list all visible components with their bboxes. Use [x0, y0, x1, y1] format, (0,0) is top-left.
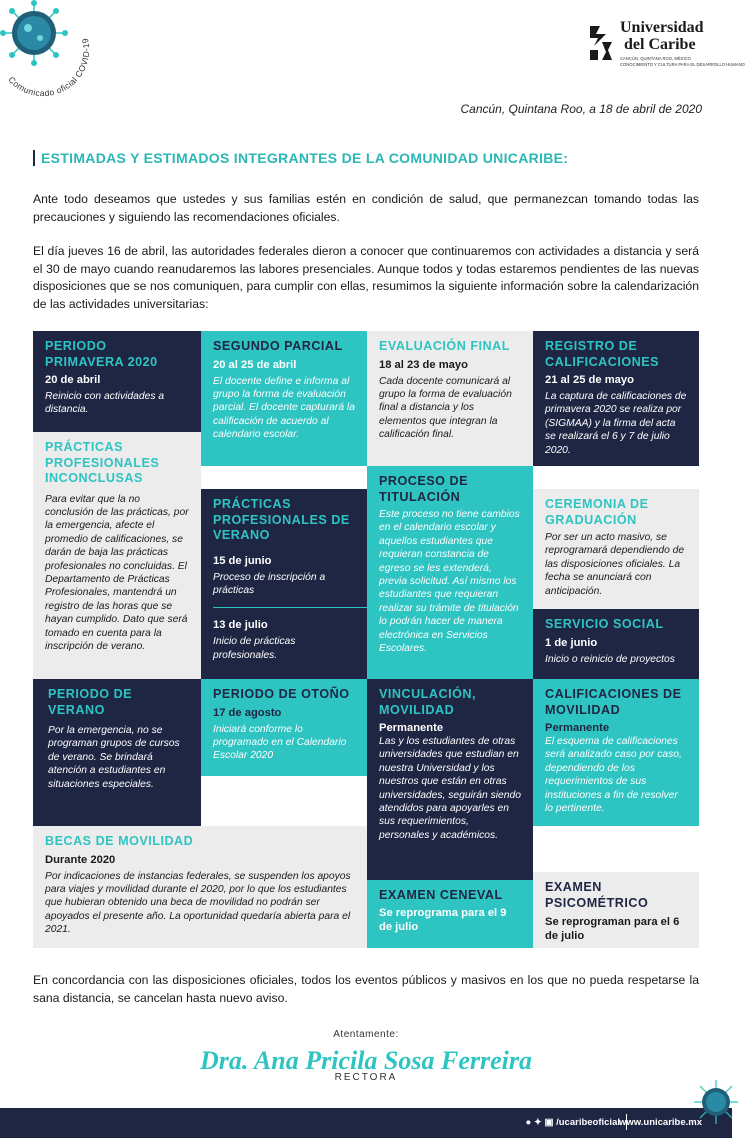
card-date: 21 al 25 de mayo	[545, 374, 634, 386]
card-date: Permanente	[545, 722, 610, 734]
card-text: La captura de calificaciones de primavera 2020 se realiza por (SIGMAA) y la firma del acta se realizará el 6 y 7 de julio 2020.	[545, 391, 687, 456]
card-date: 15 de junio	[213, 554, 272, 567]
card-text: Cada docente comunicará al grupo la forma de evaluación final a distancia y los elementos que integran la calificación final.	[379, 375, 512, 441]
card-date: Permanente	[379, 722, 444, 734]
university-logo	[586, 19, 745, 70]
twitter-icon[interactable]: ✦	[533, 1117, 542, 1128]
card-text: Por ser un acto masivo, se reprogramará dependiendo de las disposiciones oficiales. La fecha se anunciará con anticipación.	[545, 532, 685, 597]
card-date: 20 de abril	[45, 374, 101, 386]
card-text: Este proceso no tiene cambios en el calendario escolar y aquellos estudiantes que requieran constancia de egreso se les extenderá, previa solicitud. Así mismo los estudiantes que requieran realizar su trámite de titulación lo podrán hacer de manera electrónica en Servicios Escolares.	[379, 509, 520, 655]
card-title: BECAS DE MOVILIDAD	[45, 834, 194, 848]
card-title: EXAMEN PSICOMÉTRICO	[545, 880, 649, 910]
card-segundo-parcial	[201, 331, 367, 466]
card-date: Se reprograman para el 6 de julio	[545, 916, 680, 942]
card-title: CALIFICACIONES DE MOVILIDAD	[545, 687, 682, 717]
covid-label-arc	[6, 10, 96, 100]
card-title: PROCESO DE TITULACIÓN	[379, 474, 468, 504]
card-practicas-inconclusas	[33, 432, 201, 679]
card-text: Inicio o reinicio de proyectos	[545, 653, 675, 665]
logo-name-line1: Universidad	[620, 19, 704, 36]
website-link[interactable]: www.unicaribe.mx	[618, 1117, 702, 1128]
card-title: REGISTRO DE CALIFICACIONES	[545, 339, 660, 369]
card-text: Las y los estudiantes de otras universidades que estudian en nuestra Universidad y los nuestros que están en otras universidades, seguirán siendo atendidos para apoyarles en sus requerimientos, personales y académicos.	[379, 736, 521, 841]
card-calificaciones-movilidad	[533, 679, 699, 826]
card-evaluacion-final	[367, 331, 533, 466]
card-title: PERIODO DE VERANO	[48, 687, 133, 717]
signer-role: RECTORA	[334, 1072, 398, 1083]
card-title: SERVICIO SOCIAL	[545, 617, 664, 631]
closing-paragraph: En concordancia con las disposiciones oficiales, todos los eventos públicos y masivos en los que no pueda respetarse la sana distancia, se cancelan hasta nuevo aviso.	[33, 973, 699, 1005]
logo-tagline2: CONOCIMIENTO Y CULTURA PARA EL DESARROLLO HUMANO	[620, 62, 745, 67]
card-examen-ceneval	[367, 880, 533, 948]
card-practicas-verano	[201, 489, 367, 679]
card-text: Inicio de prácticas profesionales.	[213, 636, 296, 661]
card-ceremonia-graduacion	[533, 489, 699, 609]
context-paragraph: El día jueves 16 de abril, las autoridades federales dieron a conocer que continuaremos con actividades a distancia y será el 30 de mayo cuando reanudaremos las labores presenciales. Aunque todos y todas estaremos pendientes de las nuevas disposiciones que se nos comuniquen, para cumplir con ellas, resumimos la siguiente información sobre la calendarización de las actividades universitarias:	[33, 244, 699, 311]
card-text: El docente define e informa al grupo la forma de evaluación parcial. El docente capturará la calificación de acuerdo al calendario escolar.	[213, 375, 355, 441]
card-date: 20 al 25 de abril	[213, 358, 297, 371]
card-text: Por la emergencia, no se programan grupos de cursos de verano. Se brindará atención a estudiantes en situaciones especiales.	[48, 725, 180, 790]
facebook-icon[interactable]: ●	[525, 1117, 532, 1128]
page-heading: ESTIMADAS Y ESTIMADOS INTEGRANTES DE LA COMUNIDAD UNICARIBE:	[33, 150, 568, 166]
card-proceso-titulacion	[367, 466, 533, 679]
signature: Dra. Ana Pricila Sosa Ferreira	[199, 1046, 533, 1075]
card-date: Durante 2020	[45, 853, 116, 866]
card-divider	[213, 607, 367, 608]
card-title: EXAMEN CENEVAL	[379, 888, 503, 902]
card-text: Reinicio con actividades a distancia.	[45, 391, 165, 416]
card-title: PERIODO DE OTOÑO	[213, 687, 350, 701]
card-registro-calificaciones	[533, 331, 699, 466]
card-date: Se reprograma para el 9 de julio	[379, 906, 507, 933]
card-periodo-verano	[33, 679, 201, 826]
card-text: El esquema de calificaciones será analizado caso por caso, dependiendo de los requerimientos de sus instituciones a fin de resolver lo pertinente.	[545, 736, 682, 815]
dateline: Cancún, Quintana Roo, a 18 de abril de 2020	[460, 102, 702, 116]
intro-paragraph: Ante todo deseamos que ustedes y sus familias estén en condición de salud, que permanezcan tomando todas las precauciones y siguiendo las recomendaciones oficiales.	[33, 192, 699, 224]
social-handle-text[interactable]: /ucaribeoficial	[556, 1117, 620, 1128]
card-becas-movilidad	[33, 826, 367, 948]
card-vinculacion-movilidad	[367, 679, 533, 880]
logo-name-line2: del Caribe	[624, 36, 696, 53]
social-handle[interactable]	[525, 1117, 620, 1128]
card-title: PERIODO PRIMAVERA 2020	[45, 339, 158, 369]
card-periodo-otono	[201, 679, 367, 776]
card-text: Proceso de inscripción a prácticas	[213, 571, 326, 596]
card-title: EVALUACIÓN FINAL	[379, 339, 510, 353]
card-date: 18 al 23 de mayo	[379, 358, 468, 371]
card-text: Para evitar que la no conclusión de las prácticas, por la emergencia, afecte el promedio de calificaciones, se darán de baja las prácticas profesionales no concluidas. El Departamento de Prácticas Profesionales, mantendrá un registro de las horas que se hayan cumplido. Dato que será tomado en cuenta para la inscripción de verano.	[45, 493, 189, 652]
card-date: 17 de agosto	[213, 706, 282, 719]
logo-tagline1: CANCÚN, QUINTANA ROO, MÉXICO	[620, 56, 691, 61]
card-examen-psicometrico	[533, 872, 699, 948]
card-date: 1 de junio	[545, 636, 598, 649]
card-periodo-primavera	[33, 331, 201, 432]
card-title: CEREMONIA DE GRADUACIÓN	[545, 497, 649, 527]
card-text: Por indicaciones de instancias federales, se suspenden los apoyos para viajes y movilidad durante el 2020, por lo que los estudiantes que hubieran obtenido una beca de movilidad no podrán ser apoyados el presente año. La oportunidad quedaría abierta para el 2021.	[45, 870, 351, 936]
university-logo-icon	[586, 22, 616, 64]
card-title: VINCULACIÓN, MOVILIDAD	[379, 687, 476, 717]
card-date: 13 de julio	[213, 619, 268, 632]
card-servicio-social	[533, 609, 699, 679]
card-title: SEGUNDO PARCIAL	[213, 339, 343, 353]
card-title: PRÁCTICAS PROFESIONALES DE VERANO	[213, 497, 350, 542]
svg-text:Comunicado oficial COVID-19: Comunicado oficial COVID-19	[6, 37, 92, 99]
card-text: Iniciará conforme lo programado en el Calendario Escolar 2020	[213, 723, 347, 762]
instagram-icon[interactable]: ▣	[544, 1117, 554, 1128]
card-title: PRÁCTICAS PROFESIONALES INCONCLUSAS	[45, 440, 160, 485]
closing-salutation: Atentamente:	[333, 1029, 399, 1040]
